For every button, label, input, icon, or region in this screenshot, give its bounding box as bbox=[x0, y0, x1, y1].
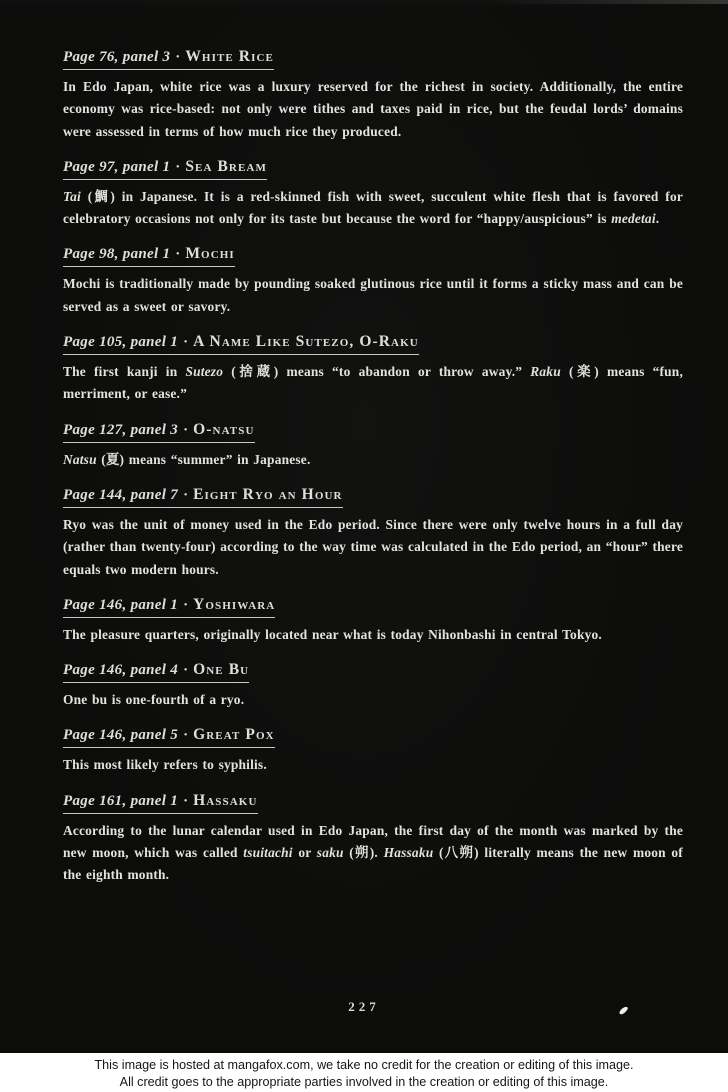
note-title: Mochi bbox=[185, 245, 235, 263]
note-title: Yoshiwara bbox=[193, 595, 276, 613]
note-section bbox=[63, 47, 683, 143]
note-body bbox=[63, 689, 683, 711]
note-heading bbox=[63, 420, 255, 443]
note-separator-dot: · bbox=[183, 596, 189, 613]
note-locator: Page 105, panel 1 bbox=[63, 334, 179, 351]
note-section bbox=[63, 660, 683, 711]
hosting-caption-line2: All credit goes to the appropriate parties involved in the creation or editing of this image. bbox=[119, 1074, 609, 1089]
note-body-italic-run: Natsu bbox=[63, 451, 97, 467]
note-locator: Page 146, panel 4 bbox=[63, 662, 179, 679]
note-separator-dot: · bbox=[183, 334, 189, 351]
note-heading bbox=[63, 157, 267, 180]
note-heading bbox=[63, 791, 258, 814]
note-title: A Name Like Sutezo, O-Raku bbox=[193, 333, 419, 351]
note-locator: Page 97, panel 1 bbox=[63, 158, 171, 175]
note-body-run: (捨蔵) means “to abandon or throw away.” bbox=[223, 364, 531, 380]
note-separator-dot: · bbox=[183, 421, 189, 438]
note-locator: Page 76, panel 3 bbox=[63, 49, 171, 65]
note-title: Great Pox bbox=[193, 726, 275, 744]
note-title: Sea Bream bbox=[185, 157, 267, 175]
note-heading bbox=[63, 47, 274, 70]
note-heading bbox=[63, 660, 249, 683]
note-body-italic-run: Tai bbox=[63, 188, 81, 204]
note-separator-dot: · bbox=[183, 792, 189, 809]
note-body bbox=[63, 361, 683, 406]
note-body bbox=[63, 449, 683, 471]
note-body-run: or bbox=[292, 845, 317, 861]
note-locator: Page 161, panel 1 bbox=[63, 792, 179, 809]
note-section bbox=[63, 725, 683, 776]
note-body-italic-run: tsuitachi bbox=[243, 845, 293, 861]
note-body-italic-run: Raku bbox=[530, 364, 561, 380]
note-body-run: The pleasure quarters, originally located near what is today Nihonbashi in central Tokyo. bbox=[63, 626, 602, 642]
note-body-run: One bu is one-fourth of a ryo. bbox=[63, 692, 245, 708]
note-separator-dot: · bbox=[183, 486, 189, 503]
note-separator-dot: · bbox=[175, 246, 181, 263]
note-title: White Rice bbox=[185, 48, 274, 65]
note-section bbox=[63, 791, 683, 887]
note-body-run: (鯛) in Japanese. It is a red-skinned fish with sweet, succulent white flesh that is favored for celebratory occasions not only for its taste but because the word for “happy/auspicious” is bbox=[63, 188, 683, 227]
note-body bbox=[63, 273, 683, 318]
hosting-caption bbox=[0, 1053, 728, 1092]
note-section bbox=[63, 485, 683, 581]
note-locator: Page 98, panel 1 bbox=[63, 246, 171, 263]
note-locator: Page 127, panel 3 bbox=[63, 421, 179, 438]
note-body-italic-run: Sutezo bbox=[185, 364, 224, 380]
note-body-run: (八朔) literally means the new moon of the eighth month. bbox=[63, 845, 683, 883]
note-section bbox=[63, 595, 683, 646]
note-separator-dot: · bbox=[183, 662, 189, 679]
note-body bbox=[63, 754, 683, 776]
note-body-run: (朔). bbox=[343, 845, 384, 861]
hosting-caption-line1: This image is hosted at mangafox.com, we take no credit for the creation or editing of this image. bbox=[94, 1058, 634, 1072]
note-heading bbox=[63, 332, 419, 355]
note-body-italic-run: Hassaku bbox=[383, 845, 434, 861]
note-body-run: . bbox=[655, 211, 660, 227]
note-separator-dot: · bbox=[183, 727, 189, 744]
note-title: Eight Ryo an Hour bbox=[193, 485, 343, 503]
notes-column bbox=[63, 47, 683, 901]
note-section bbox=[63, 244, 683, 318]
note-body bbox=[63, 186, 683, 231]
note-heading bbox=[63, 244, 235, 267]
note-body bbox=[63, 624, 683, 646]
note-body-italic-run: medetai bbox=[611, 211, 656, 227]
note-body-run: This most likely refers to syphilis. bbox=[63, 757, 267, 773]
note-locator: Page 144, panel 7 bbox=[63, 486, 179, 503]
note-heading bbox=[63, 595, 275, 618]
note-body bbox=[63, 820, 683, 887]
note-separator-dot: · bbox=[175, 49, 181, 65]
note-title: O-natsu bbox=[193, 420, 255, 438]
note-section bbox=[63, 157, 683, 231]
note-locator: Page 146, panel 1 bbox=[63, 596, 179, 613]
note-body bbox=[63, 76, 683, 143]
note-body-run: (夏) means “summer” in Japanese. bbox=[96, 451, 311, 467]
note-body-run: The first kanji in bbox=[63, 364, 186, 380]
note-title: One Bu bbox=[193, 661, 250, 679]
note-body-run: Mochi is traditionally made by pounding soaked glutinous rice until it forms a sticky mass and can be served as a sweet or savory. bbox=[63, 276, 683, 314]
note-section bbox=[63, 332, 683, 406]
note-body-run: Ryo was the unit of money used in the Edo period. Since there were only twelve hours in a full day (rather than twenty-four) according to the way time was calculated in the Edo period, an “hour” there equals two modern hours. bbox=[63, 516, 683, 577]
note-body-italic-run: saku bbox=[316, 845, 344, 861]
note-locator: Page 146, panel 5 bbox=[63, 727, 179, 744]
note-heading bbox=[63, 485, 343, 508]
note-title: Hassaku bbox=[193, 791, 258, 809]
page-number: 227 bbox=[348, 999, 380, 1014]
note-body-run: According to the lunar calendar used in Edo Japan, the first day of the month was marked by the new moon, which was called bbox=[63, 822, 683, 861]
note-body bbox=[63, 514, 683, 581]
note-body-run: In Edo Japan, white rice was a luxury reserved for the richest in society. Additionally, the entire economy was rice-based: not only were tithes and taxes paid in rice, but the feudal lords’ domains were assessed in terms of how much rice they produced. bbox=[63, 79, 683, 139]
note-section bbox=[63, 420, 683, 471]
note-body-run: (楽) means “fun, merriment, or ease.” bbox=[63, 364, 683, 402]
note-separator-dot: · bbox=[175, 158, 181, 175]
note-heading bbox=[63, 725, 275, 748]
